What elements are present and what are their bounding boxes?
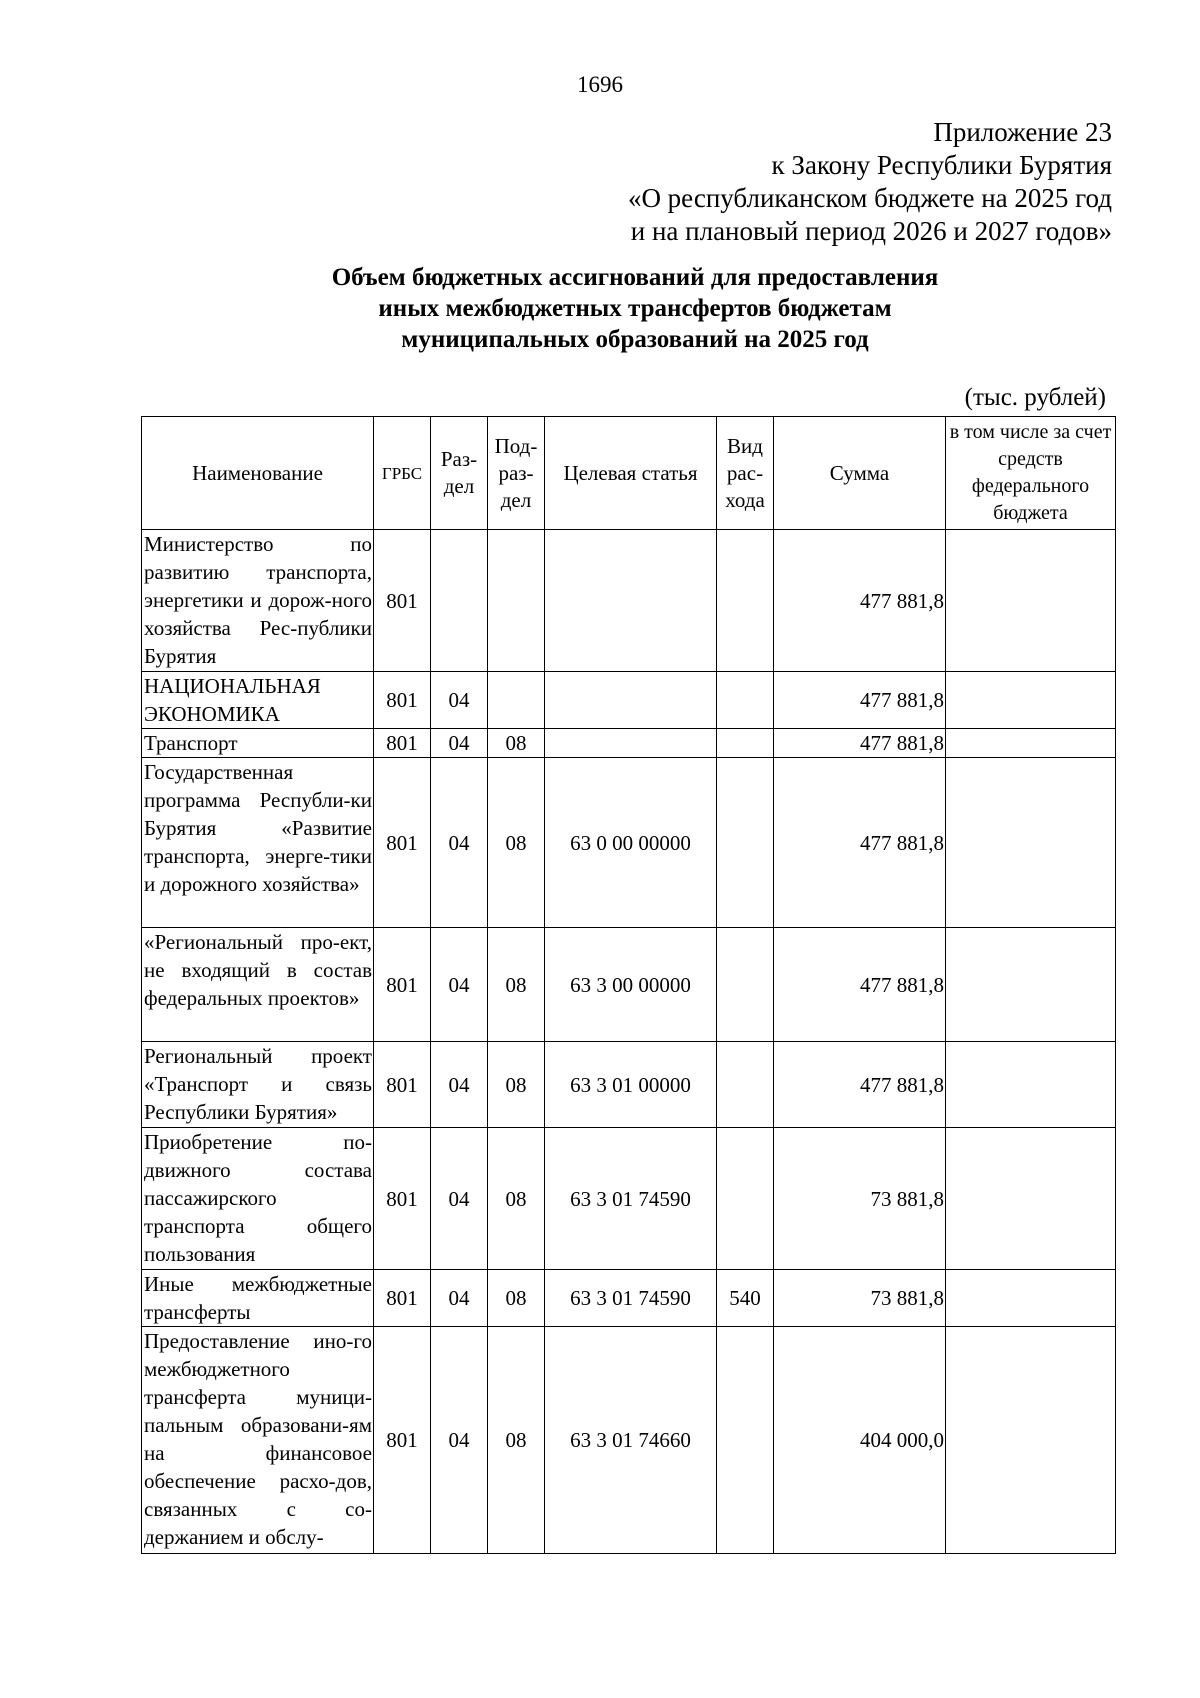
table-cell-podrazdel: 08 [488,1042,545,1128]
header-podrazdel: Под-раз-дел [488,417,545,530]
table-cell-federal [946,530,1116,672]
table-cell-razdel: 04 [431,1270,488,1327]
table-row [142,729,1116,758]
table-cell-target: 63 3 01 74590 [545,1128,717,1270]
page-number: 1696 [577,72,623,97]
table-cell-federal [946,758,1116,928]
table-cell-grbs: 801 [374,928,431,1042]
units-label: (тыс. рублей) [964,384,1106,411]
table-cell-razdel: 04 [431,672,488,729]
header-target: Целевая статья [545,417,717,530]
table-cell-grbs: 801 [374,1327,431,1554]
table-cell-vid [717,1327,774,1554]
table-cell-razdel [431,530,488,672]
table-cell-razdel: 04 [431,729,488,758]
header-federal: в том числе за счет средств федерального бюджета [946,417,1116,530]
table-row [142,672,1116,729]
table-cell-federal [946,672,1116,729]
budget-table [141,416,1116,1554]
table-cell-name: Государственная программа Республи-ки Бурятия «Развитие транспорта, энерге-тики и дорожного хозяйства» [142,758,374,928]
table-cell-sum: 477 881,8 [774,672,946,729]
table-cell-razdel: 04 [431,1128,488,1270]
table-cell-vid [717,672,774,729]
table-cell-razdel: 04 [431,928,488,1042]
table-cell-federal [946,1270,1116,1327]
table-cell-sum: 73 881,8 [774,1270,946,1327]
table-cell-vid: 540 [717,1270,774,1327]
appendix-line-1: Приложение 23 [933,117,1112,147]
table-cell-grbs: 801 [374,1128,431,1270]
table-cell-target: 63 3 01 74660 [545,1327,717,1554]
table-cell-vid [717,530,774,672]
table-cell-podrazdel: 08 [488,928,545,1042]
table-cell-vid [717,1042,774,1128]
table-cell-sum: 404 000,0 [774,1327,946,1554]
table-cell-razdel: 04 [431,1042,488,1128]
appendix-line-2: к Закону Республики Бурятия [771,150,1112,180]
table-row [142,530,1116,672]
table-cell-name: Приобретение по-движного состава пассажирского транспорта общего пользования [142,1128,374,1270]
table-cell-target: 63 3 01 74590 [545,1270,717,1327]
table-cell-name: Транспорт [142,729,374,758]
table-cell-sum: 477 881,8 [774,1042,946,1128]
table-row [142,1327,1116,1554]
table-cell-vid [717,729,774,758]
appendix-block [628,116,1112,248]
table-cell-grbs: 801 [374,530,431,672]
table-cell-grbs: 801 [374,1270,431,1327]
table-cell-sum: 477 881,8 [774,928,946,1042]
document-title [110,262,1160,355]
table-row [142,758,1116,928]
title-line-3: муниципальных образований на 2025 год [401,326,869,353]
table-cell-podrazdel: 08 [488,1270,545,1327]
table-cell-target [545,530,717,672]
table-cell-sum: 477 881,8 [774,530,946,672]
table-cell-federal [946,729,1116,758]
table-cell-sum: 477 881,8 [774,758,946,928]
header-row [142,417,1116,530]
table-row [142,1042,1116,1128]
table-cell-sum: 73 881,8 [774,1128,946,1270]
table-cell-target: 63 3 01 00000 [545,1042,717,1128]
table-cell-target: 63 3 00 00000 [545,928,717,1042]
table-cell-target: 63 0 00 00000 [545,758,717,928]
table-cell-podrazdel [488,530,545,672]
table-cell-federal [946,1042,1116,1128]
table-cell-federal [946,1327,1116,1554]
table-cell-federal [946,1128,1116,1270]
table-cell-name: НАЦИОНАЛЬНАЯ ЭКОНОМИКА [142,672,374,729]
table-cell-name: Иные межбюджетные трансферты [142,1270,374,1327]
table-cell-federal [946,928,1116,1042]
title-line-2: иных межбюджетных трансфертов бюджетам [378,295,892,322]
table-cell-grbs: 801 [374,729,431,758]
table-cell-podrazdel: 08 [488,1327,545,1554]
appendix-line-3: «О республиканском бюджете на 2025 год [627,183,1112,213]
header-razdel: Раз-дел [431,417,488,530]
table-cell-vid [717,1128,774,1270]
table-cell-grbs: 801 [374,1042,431,1128]
header-vid: Вид рас-хода [717,417,774,530]
appendix-line-4: и на плановый период 2026 и 2027 годов» [630,216,1112,246]
table-cell-name: Предоставление ино-го межбюджетного трансферта муници-пальным образовани-ям на финансовое обеспечение расхо-дов, связанных с со-держанием и обслу- [142,1327,374,1554]
table-cell-podrazdel: 08 [488,1128,545,1270]
table-cell-target [545,672,717,729]
table-cell-grbs: 801 [374,672,431,729]
title-line-1: Объем бюджетных ассигнований для предоставления [331,264,939,291]
table-cell-name: «Региональный про-ект, не входящий в состав федеральных проектов» [142,928,374,1042]
table-row [142,1128,1116,1270]
table-cell-razdel: 04 [431,1327,488,1554]
table-cell-vid [717,758,774,928]
table-cell-podrazdel: 08 [488,729,545,758]
table-cell-target [545,729,717,758]
table-cell-name: Региональный проект «Транспорт и связь Республики Бурятия» [142,1042,374,1128]
table-cell-podrazdel: 08 [488,758,545,928]
table-row [142,1270,1116,1327]
header-name: Наименование [142,417,374,530]
table-row [142,928,1116,1042]
table-cell-grbs: 801 [374,758,431,928]
table-cell-sum: 477 881,8 [774,729,946,758]
table-cell-razdel: 04 [431,758,488,928]
header-grbs: ГРБС [374,417,431,530]
table-cell-vid [717,928,774,1042]
header-sum: Сумма [774,417,946,530]
table-cell-name: Министерство по развитию транспорта, энергетики и дорож-ного хозяйства Рес-публики Бурятия [142,530,374,672]
table-cell-podrazdel [488,672,545,729]
